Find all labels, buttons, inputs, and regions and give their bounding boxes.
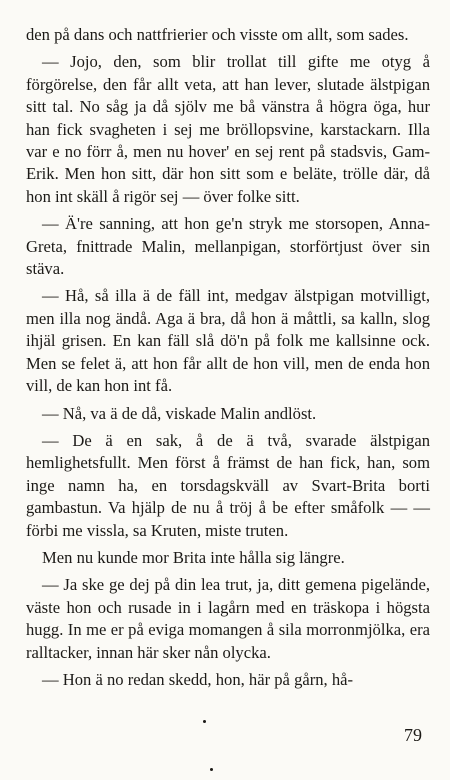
paragraph-1: den på dans och nattfrierier och visste om allt, som sades.: [26, 25, 409, 44]
paragraph-4: — Hå, så illa ä de fäll int, medgav älstpigan motvilligt, men illa nog ändå. Aga ä bra, då hon ä måttli, sa kalln, slog ihjäl grisen. En kan fäll slå dö'n på folk me kallsinne ock. Men se felet ä, att hon får allt de hon vill, men de enda hon vill, de kan hon int få.: [26, 286, 430, 396]
paragraph-3: — Ä're sanning, att hon ge'n stryk me storsopen, Anna-Greta, fnittrade Malin, mellanpigan, storförtjust över sin stäva.: [26, 214, 430, 279]
paragraph-7: Men nu kunde mor Brita inte hålla sig längre.: [42, 547, 345, 567]
paragraph-8: — Ja ske ge dej på din lea trut, ja, ditt gemena pigelände, väste hon och rusade in i lagårn med en träskopa i högsta hugg. In me er på eviga momangen å sila morronmjölka, era ralltacker, innan här sker nån olycka.: [26, 575, 430, 662]
print-speck: [210, 768, 213, 771]
paragraph-6: — De ä en sak, å de ä två, svarade älstpigan hemlighetsfullt. Men först å främst de han fick, han, som inge namn ha, en torsdagskväll av Svart-Brita borti gambastun. Va hjälp de nu å tröj å be efter småfolk — — förbi me vissla, sa Kruten, miste truten.: [26, 430, 430, 540]
page-number: 79: [404, 725, 422, 745]
paragraph-2: — Jojo, den, som blir trollat till gifte me otyg å förgörelse, den får allt veta, att han lever, slutade älstpigan sitt tal. No såg ja då sjölv me bå vänstra å högra öga, hur han fick svagheten i sej me bröllopsvine, karstackarn. Illa var e no förr å, men nu hover' en sej rent på stadsvis, Gam-Erik. Men hon sitt, där hon sitt som e beläte, trölle där, då hon int skäll å rigör sej — över folke sitt.: [26, 52, 430, 206]
book-page-text: [26, 24, 430, 691]
paragraph-9: — Hon ä no redan skedd, hon, här på gårn, hå-: [42, 669, 354, 689]
paragraph-5: — Nå, va ä de då, viskade Malin andlöst.: [42, 403, 317, 423]
print-speck: [203, 720, 206, 723]
